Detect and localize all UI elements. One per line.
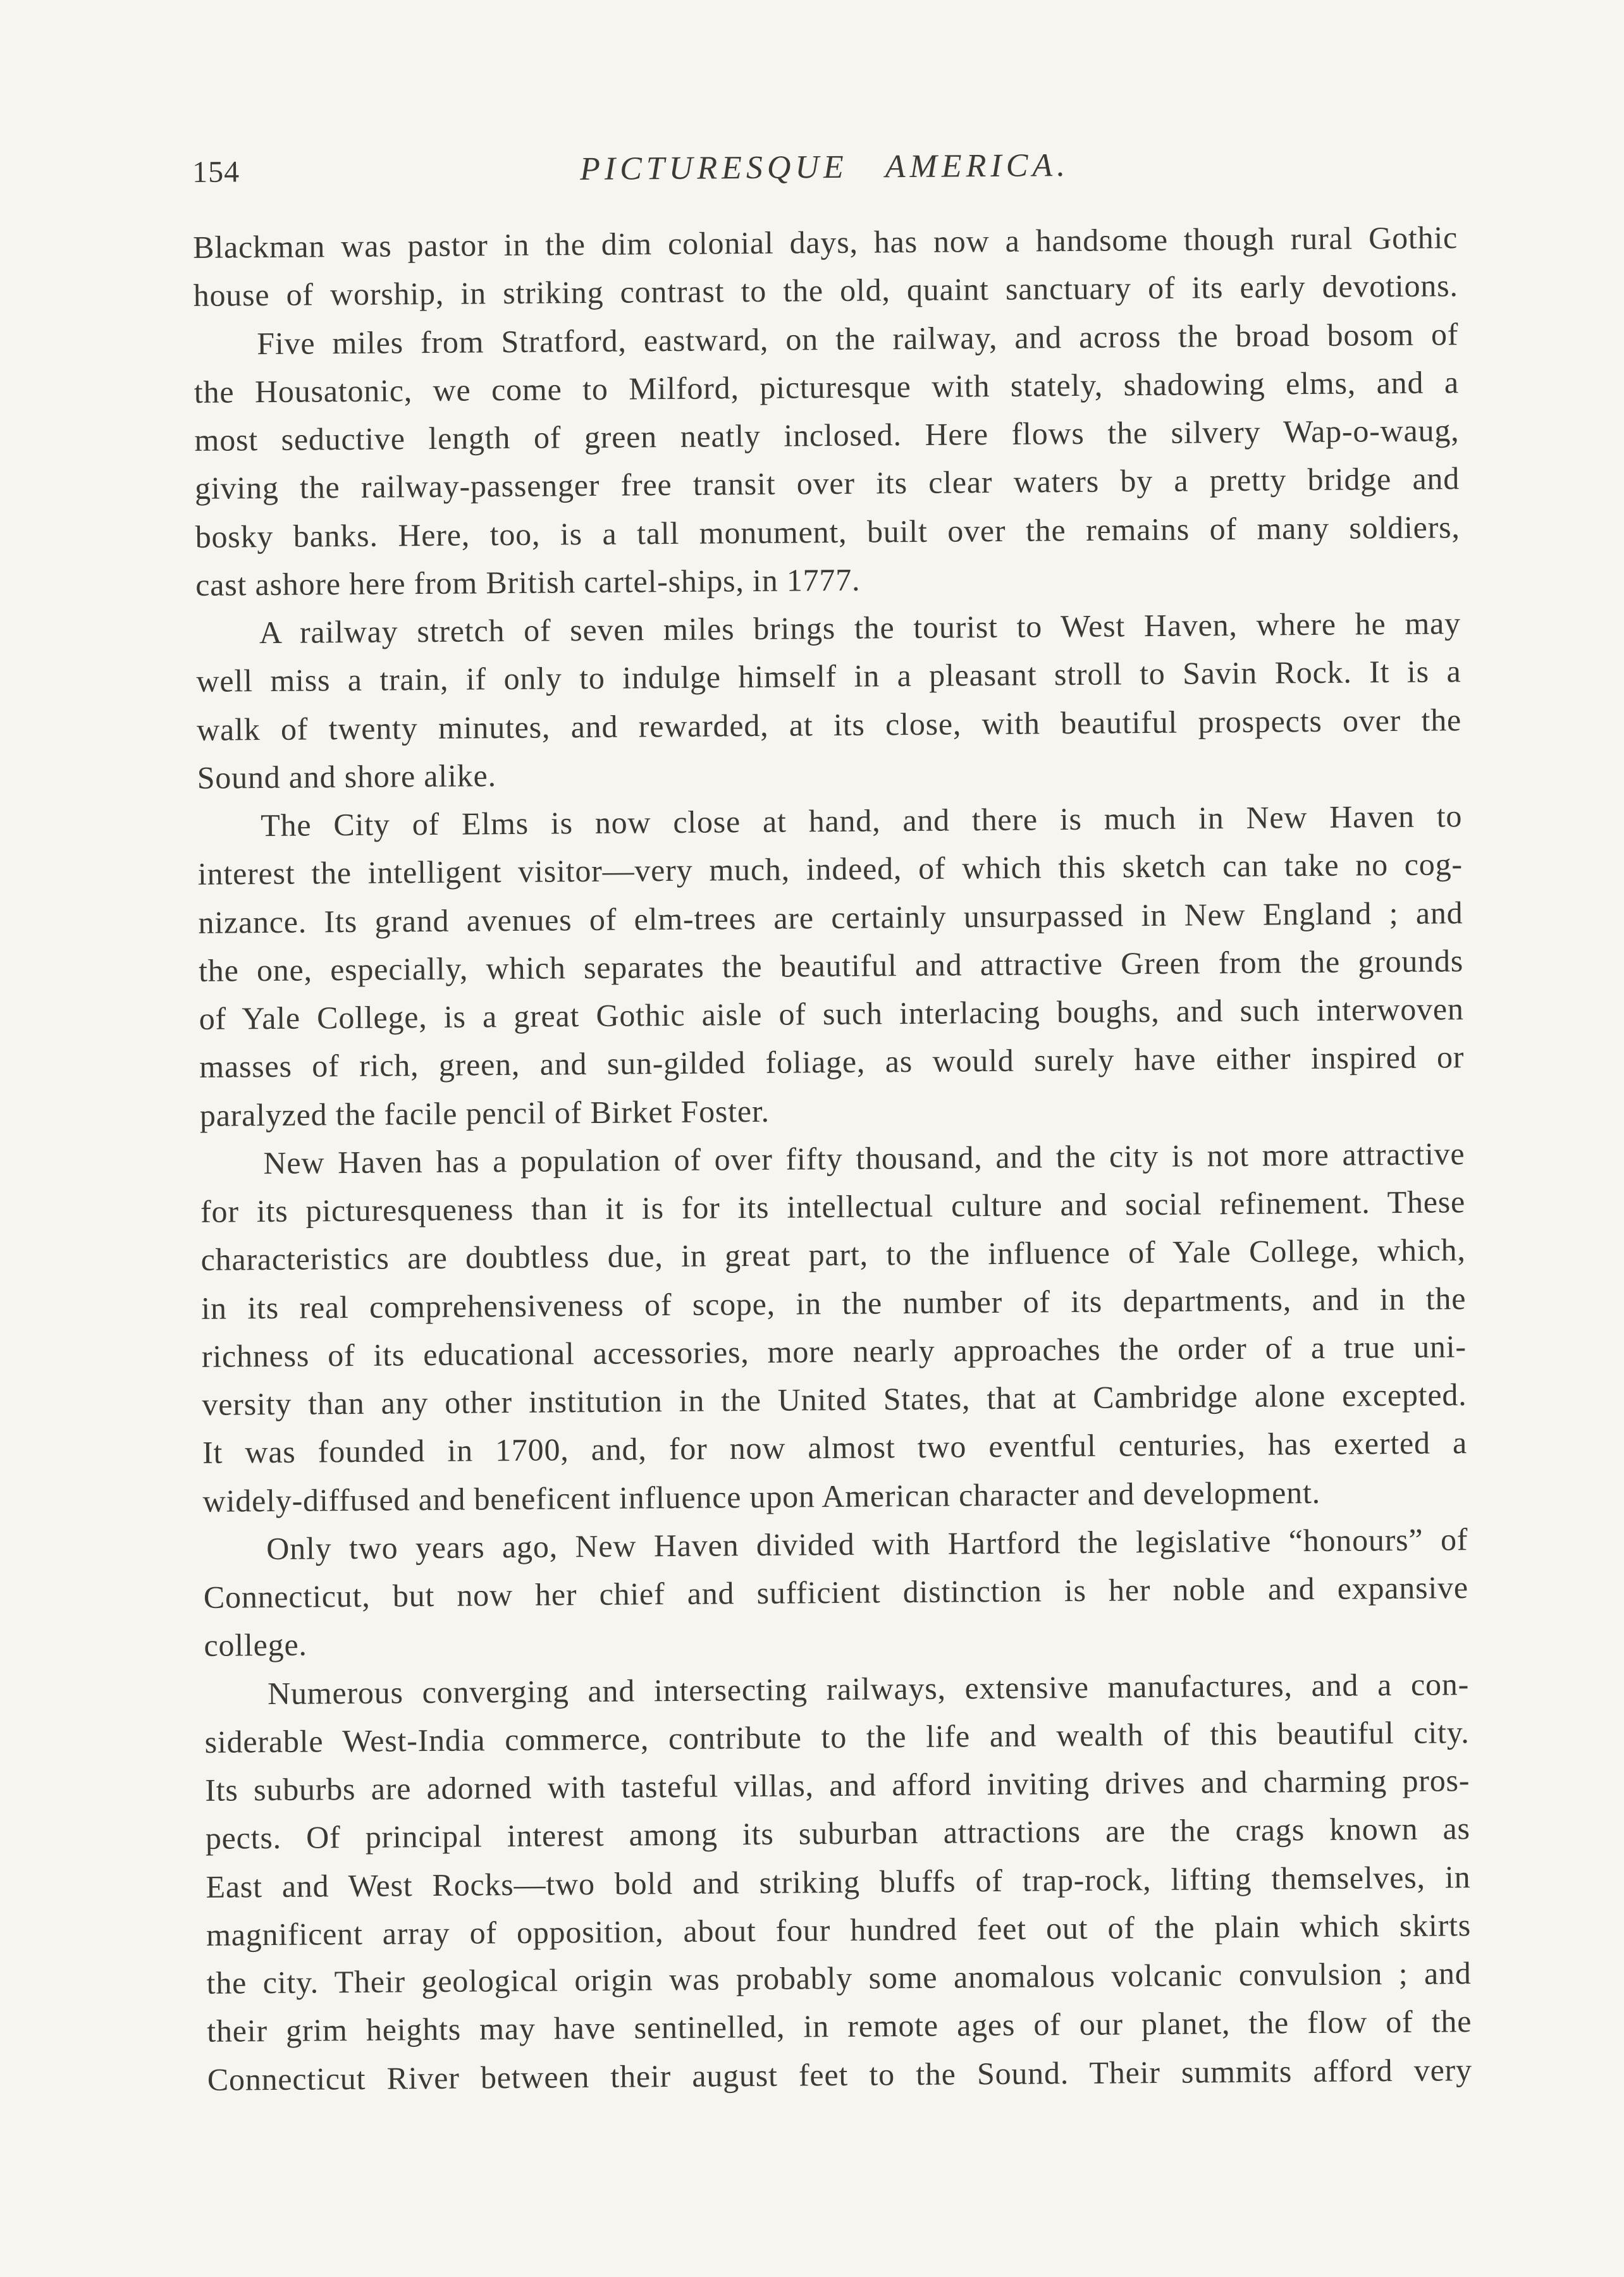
text-line: The City of Elms is now close at hand, and there is much in New Haven to: [261, 798, 1463, 844]
paragraph: [193, 213, 1458, 319]
text-line: richness of its educational accessories, more nearly approaches the order of a true uni-: [201, 1328, 1467, 1374]
text-line: New Haven has a population of over fifty thousand, and the city is not more attractive: [263, 1135, 1465, 1181]
text-line: college.: [204, 1626, 307, 1664]
text-line: versity than any other institution in the United States, that at Cambridge alone excepted.: [202, 1377, 1467, 1422]
text-line: nizance. Its grand avenues of elm-trees are certainly unsurpassed in New England ; and: [198, 894, 1463, 940]
text-line: Sound and shore alike.: [197, 757, 496, 795]
paragraph: [203, 1515, 1469, 1669]
text-line: It was founded in 1700, and, for now almost two eventful centuries, has exerted a: [202, 1425, 1468, 1471]
text-line: bosky banks. Here, too, is a tall monument, built over the remains of many soldiers,: [195, 508, 1460, 555]
text-line: walk of twenty minutes, and rewarded, at its close, with beautiful prospects over the: [196, 701, 1462, 747]
paragraph: [197, 792, 1465, 1139]
text-line: in its real comprehensiveness of scope, in the number of its departments, and in the: [201, 1280, 1467, 1326]
text-line: Numerous converging and intersecting railways, extensive manufactures, and a con-: [267, 1666, 1470, 1711]
text-line: Its suburbs are adorned with tasteful villas, and afford inviting drives and charming pros-: [205, 1762, 1470, 1808]
text-line: the one, especially, which separates the beautiful and attractive Green from the grounds: [198, 942, 1464, 988]
text-line: characteristics are doubtless due, in great part, to the influence of Yale College, which,: [200, 1232, 1466, 1278]
text-line: Five miles from Stratford, eastward, on the railway, and across the broad bosom of: [257, 316, 1459, 361]
text-line: widely-diffused and beneficent influence upon American character and development.: [202, 1474, 1321, 1519]
text-line: well miss a train, if only to indulge himself in a pleasant stroll to Savin Rock. It is a: [196, 653, 1461, 699]
text-line: for its picturesqueness than it is for its intellectual culture and social refinement. These: [200, 1184, 1466, 1229]
running-title: PICTURESQUE AMERICA.: [579, 147, 1070, 188]
paragraph: [204, 1660, 1472, 2104]
text-line: masses of rich, green, and sun-gilded foliage, as would surely have either inspired or: [199, 1039, 1465, 1085]
body-text: [193, 213, 1472, 2103]
text-line: their grim heights may have sentinelled, in remote ages of our planet, the flow of the: [207, 2003, 1472, 2049]
text-line: pects. Of principal interest among its suburban attractions are the crags known as: [205, 1810, 1471, 1857]
text-line: most seductive length of green neatly inclosed. Here flows the silvery Wap-o-waug,: [194, 412, 1460, 458]
text-line: magnificent array of opposition, about four hundred feet out of the plain which skirts: [206, 1906, 1472, 1953]
text-line: Connecticut, but now her chief and sufficient distinction is her noble and expansive: [203, 1569, 1469, 1615]
text-line: siderable West-India commerce, contribute to the life and wealth of this beautiful city.: [204, 1714, 1470, 1760]
text-line: of Yale College, is a great Gothic aisle of such interlacing boughs, and such interwoven: [199, 991, 1464, 1036]
text-line: A railway stretch of seven miles brings the tourist to West Haven, where he may: [259, 605, 1461, 651]
page-content: [192, 140, 1472, 2104]
text-line: interest the intelligent visitor—very much, indeed, of which this sketch can take no cog-: [197, 846, 1463, 892]
text-line: the city. Their geological origin was probably some anomalous volcanic convulsion ; and: [206, 1955, 1472, 2001]
text-line: house of worship, in striking contrast to the old, quaint sanctuary of its early devotions.: [193, 267, 1458, 314]
running-head: [192, 140, 1457, 195]
text-line: cast ashore here from British cartel-ships, in 1777.: [195, 562, 861, 603]
text-line: Connecticut River between their august feet to the Sound. Their summits afford very: [207, 2051, 1473, 2097]
text-line: paralyzed the facile pencil of Birket Foster.: [199, 1093, 770, 1133]
text-line: giving the railway-passenger free transit over its clear waters by a pretty bridge and: [194, 460, 1460, 506]
text-line: Blackman was pastor in the dim colonial days, has now a handsome though rural Gothic: [192, 219, 1458, 265]
paragraph: [194, 310, 1461, 609]
page-number: 154: [192, 155, 240, 189]
paragraph: [196, 599, 1462, 802]
text-line: the Housatonic, we come to Milford, picturesque with stately, shadowing elms, and a: [194, 364, 1460, 410]
text-line: Only two years ago, New Haven divided with Hartford the legislative “honours” of: [266, 1521, 1468, 1566]
text-line: East and West Rocks—two bold and striking bluffs of trap-rock, lifting themselves, in: [206, 1858, 1471, 1905]
paragraph: [200, 1129, 1468, 1525]
